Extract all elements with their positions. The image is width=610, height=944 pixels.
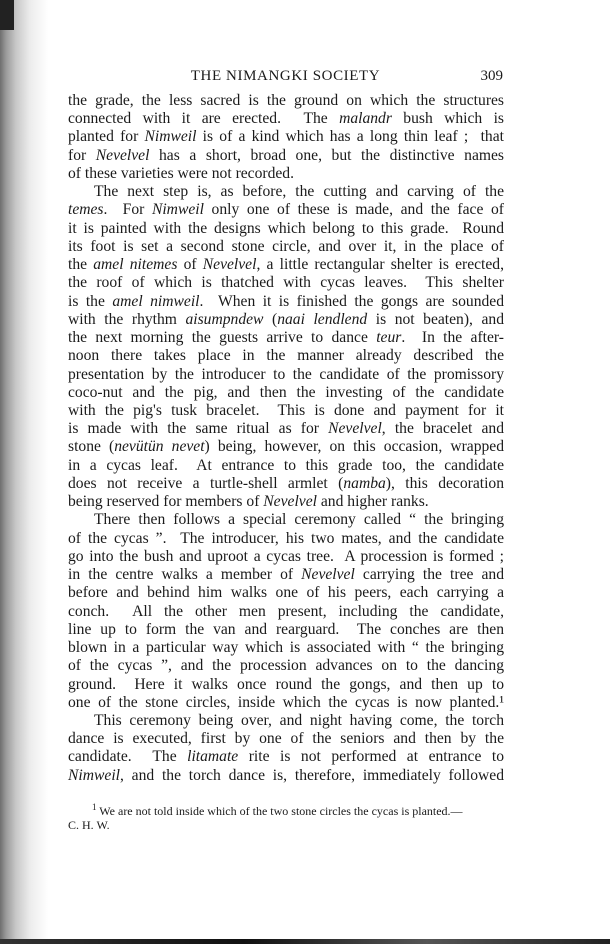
text-segment: only one of these is made, and the face of [203, 201, 504, 219]
text-segment: has a short, broad one, but the distinctive names [149, 146, 504, 164]
text-segment: line up to form the van and rearguard. The conches are then [68, 620, 504, 638]
text-segment: the grade, the less sacred is the ground on which the structures [68, 92, 504, 109]
text-segment: is the [68, 292, 113, 310]
text-line [68, 748, 504, 766]
scan-bottom-edge [0, 939, 610, 944]
text-line [68, 566, 504, 584]
text-segment: before and behind him walks one of his peers, each carrying a [68, 584, 504, 602]
text-segment: ) being, however, on this occasion, wrapped [204, 438, 505, 456]
text-segment: go into the bush and uproot a cycas tree. A procession is formed ; [68, 547, 504, 565]
text-segment: does not receive a turtle-shell armlet ( [68, 474, 344, 492]
footnote-text: We are not told inside which of the two stone circles the cycas is planted.— [99, 804, 463, 818]
footnote-marker: 1 [92, 802, 97, 812]
text-segment: one of the stone circles, inside which the cycas is now planted.¹ [68, 693, 504, 711]
text-line [68, 730, 504, 748]
text-line [68, 329, 504, 347]
text-segment: is of a kind which has a long thin leaf ; that [196, 128, 504, 146]
text-segment: . For [103, 201, 152, 219]
running-title: THE NIMANGKI SOCIETY [190, 68, 381, 84]
italic-term: Nevelvel [95, 146, 150, 164]
text-segment: of the cycas ”, and the procession advances on to the dancing [68, 657, 504, 675]
text-line [68, 311, 504, 329]
text-line [68, 384, 504, 402]
text-line [68, 438, 504, 456]
text-segment: There then follows a special ceremony called “ the bringing [94, 511, 504, 529]
text-line [68, 511, 504, 529]
italic-term: Nimweil [144, 128, 197, 146]
text-segment: the next morning the guests arrive to dance [68, 329, 377, 347]
text-segment: presentation by the introducer to the candidate of the promissory [68, 365, 504, 383]
text-line [68, 712, 504, 730]
text-segment: ground. Here it walks once round the gongs, and then up to [68, 675, 504, 693]
text-segment: connected with it are erected. The [68, 110, 340, 128]
text-line [68, 110, 504, 128]
text-segment: planted for [68, 128, 145, 146]
italic-term: malandr [339, 110, 392, 128]
text-line [68, 584, 504, 602]
italic-term: Nevelvel [263, 493, 317, 511]
text-segment: in a cycas leaf. At entrance to this grade too, the candidate [68, 456, 504, 474]
text-segment: carrying the tree and [354, 566, 504, 584]
text-line [68, 201, 504, 219]
text-line [68, 657, 504, 675]
scan-corner [0, 0, 14, 30]
text-line [68, 603, 504, 621]
text-segment: noon there takes place in the manner already described the [68, 347, 504, 365]
text-line [68, 347, 504, 365]
text-segment: , a little rectangular shelter is erected, [256, 256, 504, 274]
text-line [68, 238, 504, 256]
text-line [68, 366, 504, 384]
italic-term: naai lendlend [277, 310, 368, 328]
text-line [68, 548, 504, 566]
footnote-line [68, 800, 504, 818]
body-text [68, 92, 504, 785]
text-line [68, 457, 504, 475]
text-segment: , and the torch dance is, therefore, immediately followed [119, 766, 504, 784]
text-line [68, 621, 504, 639]
text-segment: candidate. The [68, 748, 188, 766]
italic-term: teur [376, 329, 402, 347]
italic-term: amel nimweil [112, 292, 200, 310]
page-header [68, 68, 503, 88]
book-binding-shadow [0, 0, 48, 944]
italic-term: Nevelvel [301, 566, 355, 584]
text-line [68, 147, 504, 165]
text-segment: blown in a particular way which is associated with “ the bringing [68, 639, 504, 657]
text-segment: the roof of which is thatched with cycas leaves. This shelter [68, 274, 504, 292]
text-segment: stone ( [68, 438, 115, 456]
text-segment: bush which is [391, 110, 504, 128]
text-segment: , the bracelet and [381, 420, 504, 438]
text-line [68, 402, 504, 420]
text-segment: and higher ranks. [316, 493, 429, 511]
text-segment: with the pig's tusk bracelet. This is done and payment for it [68, 401, 504, 419]
text-segment: the [68, 256, 94, 274]
text-line [68, 493, 504, 511]
text-segment: its foot is set a second stone circle, and over it, in the place of [68, 237, 504, 255]
text-line [68, 92, 504, 110]
text-line [68, 256, 504, 274]
text-line [68, 293, 504, 311]
text-segment: of the cycas ”. The introducer, his two mates, and the candidate [68, 529, 504, 547]
text-segment: coco-nut and the pig, and then the investing of the candidate [68, 383, 504, 401]
text-line [68, 530, 504, 548]
text-segment: in the centre walks a member of [68, 566, 302, 584]
text-segment: is made with the same ritual as for [68, 420, 329, 438]
text-segment: dance is executed, first by one of the seniors and then by the [68, 730, 504, 748]
italic-term: amel nitemes [93, 256, 178, 274]
footnote-signature: C. H. W. [68, 818, 110, 832]
text-segment: . In the after- [401, 329, 504, 347]
text-line [68, 767, 504, 785]
text-segment: This ceremony being over, and night having come, the torch [94, 711, 504, 729]
italic-term: namba [343, 474, 386, 492]
text-segment: . When it is finished the gongs are sounded [199, 292, 505, 310]
text-line [68, 220, 504, 238]
text-line [68, 676, 504, 694]
text-line [68, 165, 504, 183]
text-segment: being reserved for members of [68, 493, 264, 511]
text-segment: ), this decoration [385, 474, 505, 492]
text-segment: for [68, 146, 96, 164]
page-number: 309 [480, 68, 503, 84]
italic-term: Nevelvel [202, 256, 257, 274]
italic-term: litamate [187, 748, 239, 766]
text-segment: ( [263, 310, 278, 328]
text-segment: conch. All the other men present, including the candidate, [68, 602, 504, 620]
text-line [68, 694, 504, 712]
text-segment: with the rhythm [68, 310, 186, 328]
text-segment: rite is not performed at entrance to [238, 748, 505, 766]
italic-term: Nimweil [151, 201, 204, 219]
text-line [68, 639, 504, 657]
text-segment: of [177, 256, 203, 274]
text-line [68, 128, 504, 146]
text-segment: The next step is, as before, the cutting and carving of the [94, 183, 504, 201]
text-line [68, 274, 504, 292]
text-line [68, 475, 504, 493]
text-line [68, 183, 504, 201]
text-line [68, 420, 504, 438]
text-segment: is not beaten), and [367, 310, 505, 328]
italic-term: Nevelvel [328, 420, 382, 438]
italic-term: Nimweil [68, 766, 120, 784]
footnote [68, 800, 504, 832]
italic-term: temes [68, 201, 104, 219]
text-segment: it is painted with the designs which belong to this grade. Round [68, 219, 504, 237]
italic-term: aisumpndew [185, 310, 264, 328]
text-segment: of these varieties were not recorded. [68, 164, 295, 182]
italic-term: nevütün nevet [114, 438, 205, 456]
